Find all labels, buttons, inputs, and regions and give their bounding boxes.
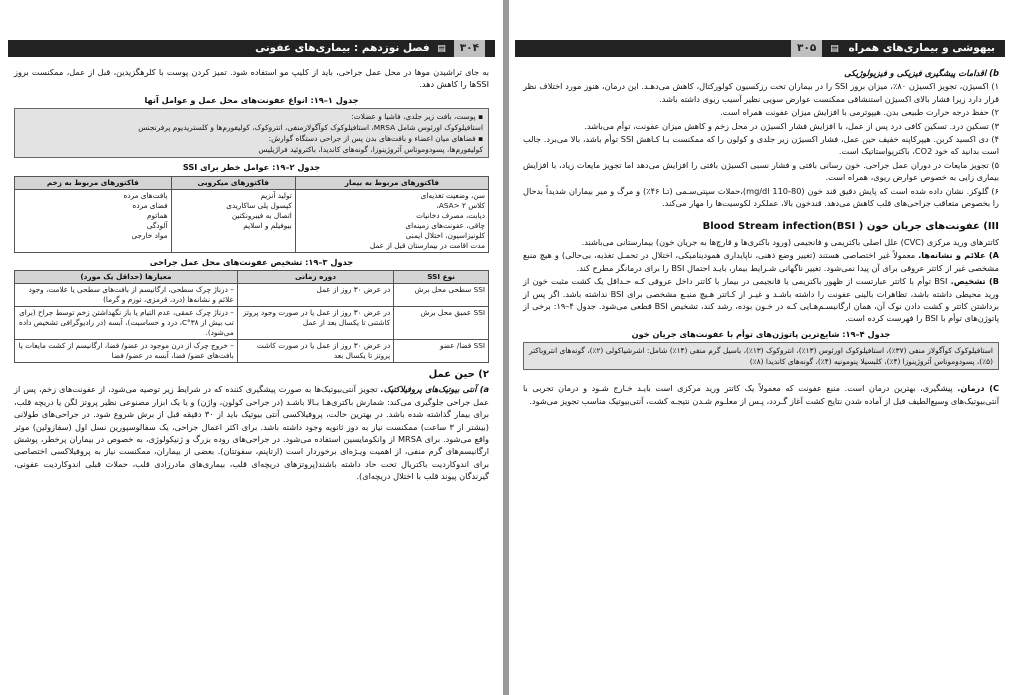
section-heading: ۲) حین عمل <box>428 369 489 381</box>
cell-line: بافت‌های مرده <box>123 190 168 200</box>
cell-line: کلونیزاسیون، اختلال ایمنی <box>405 230 485 240</box>
table2-caption: جدول ۲–۱۹: عوامل خطر برای SSI <box>182 162 321 173</box>
table-cell: در عرض ۳۰ روز از عمل یا در صورت وجود پروتز کاشتنی تا یکسال بعد از عمل <box>237 307 393 340</box>
cell-line: مواد خارجی <box>131 230 168 240</box>
cell-line: آلودگی <box>146 220 168 230</box>
table-cell: SSI عمیق محل برش <box>394 307 489 340</box>
list-item: ۳) تسکین درد. تسکین کافی درد پس از عمل، با افزایش فشار اکسیژن در محل زخم و کاهش میزان عفونت، توأم می‌باشد. <box>584 120 999 131</box>
section-heading: III) عفونت‌های جریان خون ( Blood Stream infection(BSI <box>702 221 999 233</box>
table1-caption: جدول ۱–۱۹: انواع عفونت‌های محل عمل و عوامل آنها <box>144 94 359 105</box>
table-row <box>15 307 489 340</box>
chapter-title: فصل نوزدهم : بیماری‌های عفونی <box>255 42 430 54</box>
table3-caption: جدول ۳–۱۹: تشخیص عفونت‌های محل عمل جراحی <box>149 256 354 267</box>
cell-line: کلاس ASA> ۲، <box>436 200 485 210</box>
cell-line: دیابت، مصرف دخانیات <box>416 210 485 220</box>
table-header: فاکتورهای مربوط به بیمار <box>295 176 488 189</box>
subheading: C) درمان. <box>957 383 1000 394</box>
left-body <box>14 66 489 484</box>
table-row <box>15 284 489 307</box>
list-item: ۶) گلوکز. نشان داده شده است که پایش دقیق قند خون (80-110 mg/dl)،حملات سپتی‌سـمی (تـا ۴۶٪) و مرگ و میر بیماران شدیداً بدحال را بخصوص متعاقب جراحی‌های قلب کاهش می‌دهد. قندخون بالا، عملکرد لکوسیت‌ها را مهار می‌کند. <box>523 185 999 209</box>
table-cell: – درناژ چرک سطحی، ارگانیسم از بافت‌های سطحی یا علامت، وجود علائم و نشانه‌ها (درد، قرمزی، تورم و گرما) <box>15 284 238 307</box>
table-header: دوره زمانی <box>237 271 393 284</box>
antibiotic-paragraph <box>14 383 489 482</box>
left-page <box>0 0 503 695</box>
paragraph-text: معمولاً غیر اختصاصی هستند (تغییر وضع ذهنی، ناپایداری همودینامیکی، اختلال در تحمـل تغذیه، بی‌حالی) و هیچ منبع مشخصی غیر از کاتتر عروقی برای آن پیدا نمی‌شود. تغییر ناگهانی شـرایط بیمار، بایـد احتمال BSI را برای درمانگر مطرح کند. <box>523 250 999 273</box>
subheading: A) علائم و نشانه‌ها. <box>918 250 999 261</box>
list-item: ۱) اکسیژن، تجویز اکسیژن ۸۰٪، میزان بروز SSI را در بیماران تحت رزکسیون کولورکتال، کاهش می‌دهـد. این درمان، هنوز مورد اختلاف نظر قرار دارد زیرا فشار بالای اکسیژن استنشاقی ممکنست عوارض سویی نظیر آسیب ریوی داشته باشد. <box>523 81 999 104</box>
wound-factors-cell <box>15 189 172 252</box>
paragraph-text: تجویز آنتی‌بیوتیک‌ها به صورت پیشگیری کننده که در شرایط زیر توصیه می‌شود، از عفونت‌های زخم، پس از عمل جراحی جلوگیری می‌کند: شمارش باکتری‌هـا بـالا باشـد (در جراحی کولون، واژن) و یا یک ابزار مصنوعی نظیر پروتز لگن یا دریچه قلب، برای بیمار گذاشته شده باشد. در بهترین حالت، پروفیلاکسی آنتی بیوتیک باید از ۳۰ دقیقه قبل از برش شروع شود. در جراحی‌های طولانی (بیشتر از ۳ ساعت) ممکنست نیاز به دوز ثانویه وجود داشته باشد. برای اکثر اعمال جراحی، یک سفالوسپورین نسل اول (سفازولین) موثر واقع می‌شود. برای MRSA از وانکومایسین استفاده می‌شود. در جراحی‌های روده بزرگ و ژنیکولوژی، به خصوص در بیماران پرخطر، پوشش ارگانیسم‌های گرم منفی، از اهمیت ویـژه‌ای برخوردار است (ارتاپنم، سفوتتان). بعضی از بیماران، ممکنست نیاز به پروفیلاکسی اختصاصی برای اندوکاردیت باکتریال تحت حاد داشته باشند(پروتزهای دریچه‌ای قلب، بیماری‌های مادرزادی قلب، حملات قبلی اندوکاردیت عفونی، گیرندگان پیوند قلب با اختلال دریچه‌ای). <box>14 384 490 482</box>
cell-line: فضای مرده <box>132 200 168 210</box>
cell-line: کپسول پلی ساکاریدی <box>226 200 292 210</box>
microbial-factors-cell <box>171 189 295 252</box>
list-item: ۲) حفظ درجه حرارت طبیعی بدن. هیپوترمی با افزایش میزان عفونت همراه است. <box>720 107 999 118</box>
table-row <box>15 340 489 363</box>
signs-paragraph <box>523 249 999 274</box>
table-header: معیارها (حداقل یک مورد) <box>15 271 238 284</box>
book-title: بیهوشی و بیماری‌های همراه <box>848 42 995 54</box>
cell-line: چاقی، عفونت‌های زمینه‌ای <box>405 220 485 230</box>
right-page-header <box>515 40 1005 57</box>
paragraph: کاتترهای ورید مرکزی (CVC) علل اصلی باکتریمی و فانجیمی (ورود باکتری‌ها و قارچ‌ها به جریان خون) بیمارستانی می‌باشند. <box>581 236 999 247</box>
patient-factors-cell <box>295 189 488 252</box>
list-item: ۴) دی اکسید کربن. هیپرکاپنه خفیف حین عمل، فشار اکسیژن زیر جلدی و کولون را که ممکنست بـا کـاهش SSI توأم باشد، بالا می‌برد. جالب است بدانید که خود CO2، باکتریواستاتیک است. <box>523 134 999 157</box>
table1-box <box>14 108 489 158</box>
table-cell: در عرض ۳۰ روز از عمل یا در صورت کاشت پروتز تا یکسال بعد <box>237 340 393 363</box>
pathogens-box: استافیلوکوک کوآگولاز منفی (۳۷٪)، استافیلوکوک اورئوس (۱۳٪)، انتروکوک (۱۳٪)، باسیل گرم منفی (۱۴٪) شامل: اشرشیاکولی (۲٪)، گونه‌های انتروباکتر (۵٪)، پسودوموناس آئروژینوزا (۴٪)، کلبسیلا پنومونیه (۴٪)، گونه‌های کاندیدا (۸٪) <box>523 342 999 370</box>
right-page <box>509 0 1013 695</box>
table-cell: – درناژ چرک عمقی، عدم التیام یا باز نگهداشتن زخم توسط جراح (برای تب بیش از ۳۸°C، درد و حساسیت)، آبسه (در رادیوگرافی تشخیص داده می‌شود). <box>15 307 238 340</box>
diagnosis-paragraph <box>523 275 999 325</box>
table-header: فاکتورهای میکروبی <box>171 176 295 189</box>
table-cell: SSI فضا/ عضو <box>394 340 489 363</box>
table-header: نوع SSI <box>394 271 489 284</box>
risk-factors-table <box>14 176 489 253</box>
cell-line: اتصال به فیبرونکتین <box>231 210 292 220</box>
table1-line: ▪ پوست، بافت زیر جلدی، فاشیا و عضلات: <box>351 112 483 122</box>
table-header: فاکتورهای مربوط به زخم <box>15 176 172 189</box>
table1-line: کولیفورم‌ها، پسودوموناس آئروژینوزا، گونه‌های کاندیدا، باکتروئید فراژیلیس <box>258 145 483 155</box>
page-number: ۳۰۵ <box>791 40 822 57</box>
cell-line: مدت اقامت در بیمارستان قبل از عمل <box>369 240 485 250</box>
right-body <box>523 67 999 408</box>
cell-line: بیوفیلم و اسلایم <box>243 220 292 230</box>
table-cell: – خروج چرک از درن موجود در عضو/ فضا، ارگانیسم از کشت مایعات یا بافت‌های عضو/ فضا، آبسه در عضو/ فضا <box>15 340 238 363</box>
book-icon: ▤ <box>830 44 839 54</box>
subheading: b) اقدامات پیشگیری فیزیکی و فیزیولوژیکی <box>844 68 999 78</box>
intro-paragraph: به جای تراشیدن موها در محل عمل جراحی، باید از کلیپ مو استفاده شود. تمیز کردن پوست با کلرهگزیدین، قبل از عمل، ممکنست بروز SSIها را کاهش دهد. <box>14 67 489 90</box>
table1-line: ▪ فضاهای میان اعضاء و بافت‌های بدن پس از جراحی دستگاه گوارش: <box>268 134 483 144</box>
cell-line: سن، وضعیت تغذیه‌ای <box>420 190 485 200</box>
list-item: ۵) تجویز مایعات در دوران عمل جراحی. خون رسانی بافتی و فشار نسبی اکسیژن بافتی را افزایش می‌دهد اما تجویز مایعات زیاد، با افزایش بیماری زایی به خصوص عوارض ریوی، همراه است. <box>523 159 999 183</box>
paragraph-text: BSI توأم با کاتتر عبارتست از ظهور باکتریمی یا فانجیمی در بیمار با کاتتر داخل عروقی کـه حـداقل یک کشت مثبت خون از ورید محیطی داشته باشد، تظاهرات بالینی عفونت را داشته باشـد و غیـر از کـاتتر هـیچ منبـع مشخصی برای BSI نداشته باشد. اگر پس از برداشتن کاتتر و کشت دادن نوک آن، همان ارگانیسـم‌هـایی کـه در خـون بوده، رشد کند، تشخیص BSI قطعی می‌شود. جدول ۴–۱۹: برخی از پاتوژن‌های توأم با BSI را فهرست کرده است. <box>523 276 1000 324</box>
table-cell: SSI سطحی محل برش <box>394 284 489 307</box>
table-cell: در عرض ۳۰ روز از عمل <box>237 284 393 307</box>
paragraph-text: پیشگیری، بهترین درمان است. منبع عفونت که معمولاً یک کاتتر ورید مرکزی است بایـد خـارج شـود و درمان تجربی با آنتی‌بیوتیک‌های وسیع‌الطیف قبل از آماده شدن نتایج کشت آغاز گـردد، پـس از معلـوم شـدن نتیجـه کشت، آنتی‌بیوتیک مناسب تجویز می‌شود. <box>523 383 999 406</box>
book-icon: ▤ <box>437 44 446 54</box>
subheading: B) تشخیص. <box>950 276 999 287</box>
table1-line: استافیلوکوک اورئوس شامل MRSA، استافیلوکوک کوآگولازمنفی، انتروکوک، کولیفورم‌ها و کلستریدیوم پرفرنجنس <box>138 123 483 133</box>
treatment-paragraph <box>523 382 999 407</box>
table4-caption: جدول ۴–۱۹: شایع‌ترین پاتوژن‌های توأم با عفونت‌های جریان خون <box>631 328 891 339</box>
left-page-header <box>8 40 495 57</box>
ssi-diagnosis-table <box>14 270 489 363</box>
subheading: a) آنتی بیوتیک‌های پروفیلاکتیک. <box>380 384 489 395</box>
cell-line: هماتوم <box>146 210 168 220</box>
cell-line: تولید آنزیم <box>260 190 292 200</box>
page-number: ۳۰۴ <box>454 40 485 57</box>
